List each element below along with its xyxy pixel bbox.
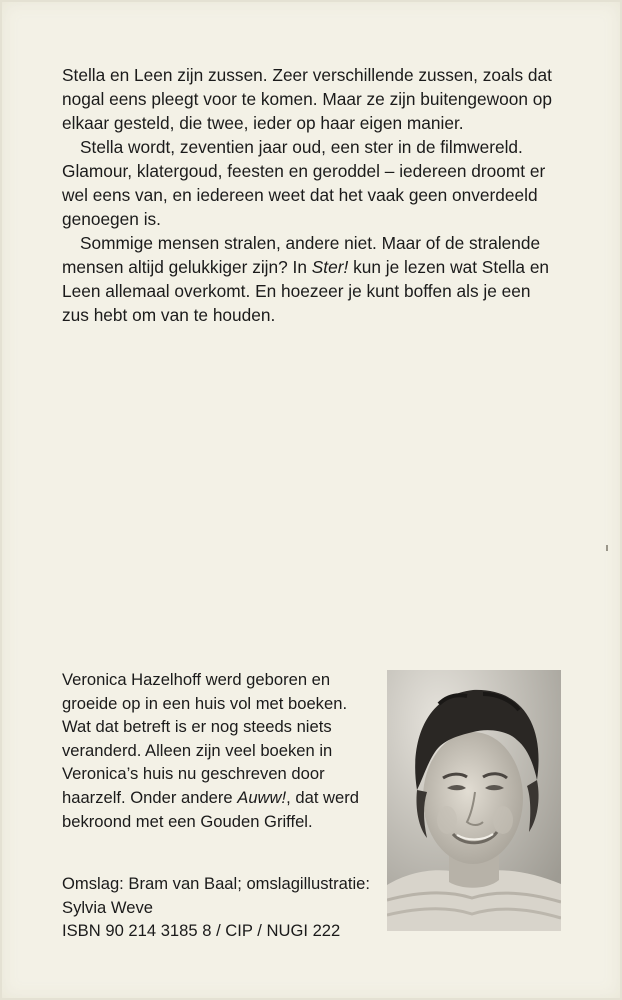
blurb-text [62,63,562,327]
blurb-p3-end: kun je lezen wat Stella en Leen allemaal overkomt. En hoezeer je kunt boffen als je een zus hebt om van te houden. [62,257,550,325]
cover-credit: Omslag: Bram van Baal; omslagillustratie: Sylvia Weve [62,874,371,917]
bio-text-end: , dat werd bekroond met een Gouden Griffel. [62,787,360,831]
blurb-paragraph-2: Stella wordt, zeventien jaar oud, een ster in de filmwereld. Glamour, klatergoud, feesten en geroddel – iedereen droomt er wel eens van, en iedereen weet dat het vaak geen onverdeeld genoegen is. [62,137,546,229]
author-photo-illustration [387,670,561,931]
book-title-ster: Ster! [311,257,349,277]
bio-text-start: Veronica Hazelhoff werd geboren en groeide op in een huis vol met boeken. Wat dat betreft is er nog steeds niets veranderd. Alleen zijn veel boeken in Veronica’s huis nu geschreven door haarzelf. Onder andere [62,670,348,807]
blurb-p3-start: Sommige mensen stralen, andere niet. Maar of de stralende mensen altijd gelukkiger zijn? In [62,233,541,277]
blurb-paragraph-1: Stella en Leen zijn zussen. Zeer verschillende zussen, zoals dat nogal eens pleegt voor te komen. Maar ze zijn buitengewoon op elkaar gesteld, die twee, ieder op haar eigen manier. [62,65,552,133]
bio-paragraph [62,668,362,833]
isbn-line: ISBN 90 214 3185 8 / CIP / NUGI 222 [62,921,341,941]
blurb-paragraph-3 [62,231,562,327]
book-title-auww: Auww! [237,787,287,807]
credits [62,872,382,943]
author-bio [62,668,362,833]
page-mark [606,545,608,551]
author-photo [387,670,561,931]
